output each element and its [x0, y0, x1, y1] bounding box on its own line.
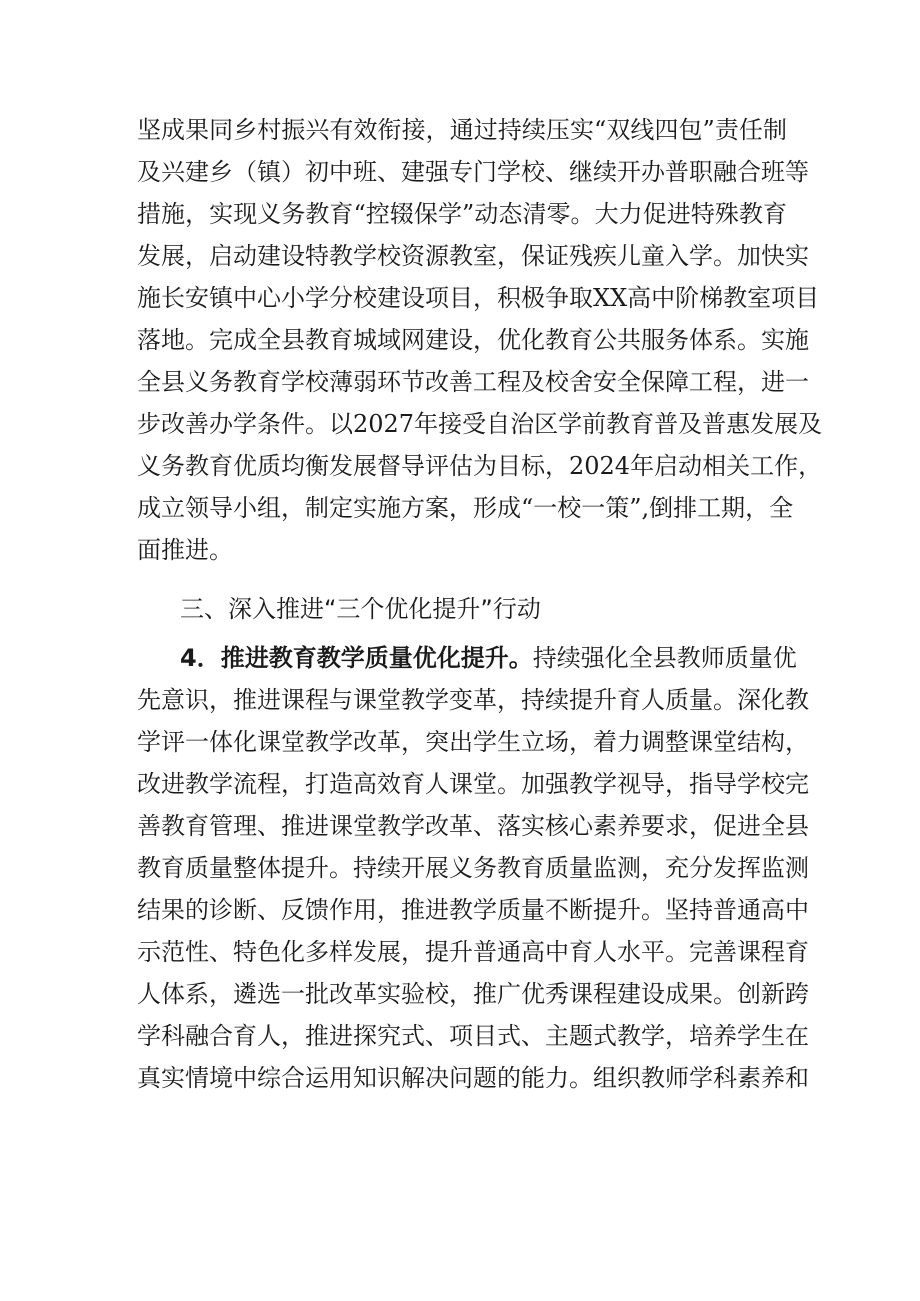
paragraph-line: 示范性、特色化多样发展，提升普通高中育人水平。完善课程育	[137, 938, 809, 966]
paragraph-first-rest: 持续强化全县教师质量优	[532, 644, 797, 672]
paragraph-line: 真实情境中综合运用知识解决问题的能力。组织教师学科素养和	[137, 1064, 809, 1092]
paragraph-line: 学科融合育人，推进探究式、项目式、主题式教学，培养学生在	[137, 1022, 809, 1050]
paragraph-first-line	[180, 638, 797, 678]
section-heading: 三、深入推进“三个优化提升”行动	[180, 595, 541, 623]
paragraph-line: 善教育管理、推进课堂教学改革、落实核心素养要求，促进全县	[137, 812, 809, 840]
paragraph-line: 及兴建乡（镇）初中班、建强专门学校、继续开办普职融合班等	[137, 158, 809, 186]
paragraph-line: 义务教育优质均衡发展督导评估为目标，2024年启动相关工作，	[137, 452, 823, 480]
paragraph-line: 学评一体化课堂教学改革，突出学生立场，着力调整课堂结构，	[137, 728, 809, 756]
paragraph-line: 人体系，遴选一批改革实验校，推广优秀课程建设成果。创新跨	[137, 980, 809, 1008]
paragraph-line: 改进教学流程，打造高效育人课堂。加强教学视导，指导学校完	[137, 770, 809, 798]
paragraph-lead: 4．推进教育教学质量优化提升。	[180, 644, 533, 672]
paragraph-line: 落地。完成全县教育城域网建设，优化教育公共服务体系。实施	[137, 326, 809, 354]
paragraph-line: 坚成果同乡村振兴有效衔接，通过持续压实“双线四包”责任制	[137, 116, 787, 144]
paragraph-line: 先意识，推进课程与课堂教学变革，持续提升育人质量。深化教	[137, 686, 809, 714]
paragraph-line: 发展，启动建设特教学校资源教室，保证残疾儿童入学。加快实	[137, 242, 809, 270]
paragraph-line: 面推进。	[137, 536, 233, 564]
paragraph-line: 措施，实现义务教育“控辍保学”动态清零。大力促进特殊教育	[137, 200, 787, 228]
paragraph-line: 教育质量整体提升。持续开展义务教育质量监测，充分发挥监测	[137, 854, 809, 882]
paragraph-line: 步改善办学条件。以2027年接受自治区学前教育普及普惠发展及	[137, 410, 823, 438]
paragraph-line: 成立领导小组，制定实施方案，形成“一校一策”,倒排工期，全	[137, 494, 794, 522]
paragraph-line: 全县义务教育学校薄弱环节改善工程及校舍安全保障工程，进一	[137, 368, 809, 396]
paragraph-line: 结果的诊断、反馈作用，推进教学质量不断提升。坚持普通高中	[137, 896, 809, 924]
paragraph-line: 施长安镇中心小学分校建设项目，积极争取XX高中阶梯教室项目	[137, 284, 820, 312]
